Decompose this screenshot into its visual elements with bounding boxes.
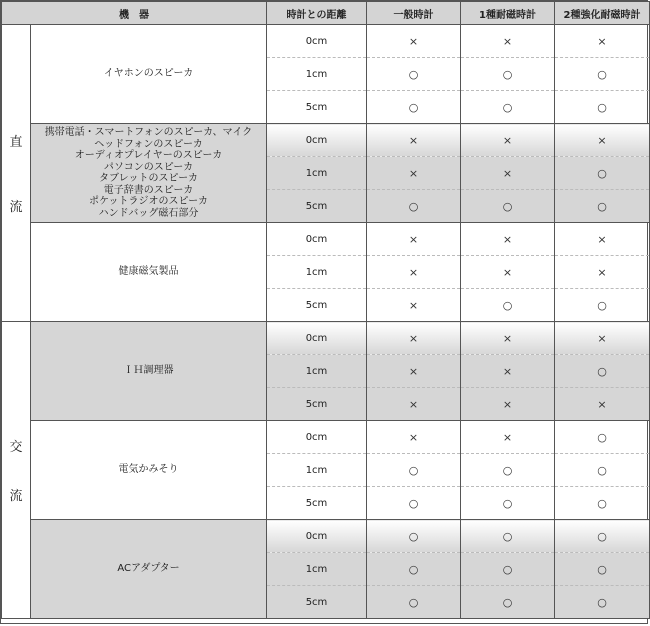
general-watch-result: ○ [367,520,461,553]
general-watch-result: ○ [367,454,461,487]
type1-result: × [461,322,555,355]
general-watch-result: × [367,355,461,388]
device-name [31,322,267,421]
distance-cell: 5cm [267,190,367,223]
type1-result: ○ [461,586,555,619]
type1-result: ○ [461,520,555,553]
general-watch-result: × [367,289,461,322]
type1-result: × [461,421,555,454]
type2-result: × [555,223,650,256]
table-row [2,25,650,58]
distance-cell: 5cm [267,289,367,322]
table-row [2,421,650,454]
type1-result: × [461,388,555,421]
type1-result: × [461,256,555,289]
general-watch-result: ○ [367,586,461,619]
current-type-label [2,25,31,322]
type1-result: ○ [461,91,555,124]
distance-cell: 5cm [267,388,367,421]
type1-result: × [461,124,555,157]
header-row [2,2,650,25]
type1-result: ○ [461,190,555,223]
type1-result: ○ [461,487,555,520]
type2-result: × [555,124,650,157]
general-watch-result: × [367,388,461,421]
type1-result: × [461,355,555,388]
type2-result: ○ [555,289,650,322]
type1-result: × [461,223,555,256]
current-type-char: 流 [9,489,23,504]
general-watch-result: ○ [367,58,461,91]
distance-cell: 5cm [267,91,367,124]
table-row [2,223,650,256]
current-type-char: 直 [9,135,23,150]
table-row [2,520,650,553]
distance-cell: 1cm [267,157,367,190]
type1-result: ○ [461,58,555,91]
general-watch-result: × [367,256,461,289]
general-watch-result: × [367,124,461,157]
general-watch-result: ○ [367,487,461,520]
device-name [31,520,267,619]
type2-result: ○ [555,190,650,223]
table-row [2,322,650,355]
type2-result: ○ [555,553,650,586]
device-name-line: パソコンのスピーカ [103,161,194,173]
type2-result: × [555,256,650,289]
distance-cell: 1cm [267,58,367,91]
header-device: 機 器 [2,2,267,25]
table-row [2,124,650,157]
header-type2-enhanced-antimagnetic: 2種強化耐磁時計 [555,2,650,25]
device-name [31,25,267,124]
header-distance: 時計との距離 [267,2,367,25]
general-watch-result: ○ [367,190,461,223]
general-watch-result: × [367,322,461,355]
distance-cell: 5cm [267,487,367,520]
current-type-label [2,322,31,619]
type2-result: ○ [555,520,650,553]
type2-result: × [555,25,650,58]
device-name [31,124,267,223]
type1-result: × [461,157,555,190]
general-watch-result: ○ [367,553,461,586]
type2-result: ○ [555,157,650,190]
device-name-line: ACアダプター [117,563,180,575]
device-name [31,223,267,322]
device-name-line: 携帯電話・スマートフォンのスピーカ、マイク [44,127,253,138]
type1-result: ○ [461,553,555,586]
type2-result: ○ [555,487,650,520]
current-type-char: 流 [9,200,23,215]
type1-result: × [461,25,555,58]
general-watch-result: × [367,223,461,256]
device-name-line: ハンドバッグ磁石部分 [98,207,199,219]
distance-cell: 1cm [267,256,367,289]
type2-result: ○ [555,58,650,91]
header-general-watch: 一般時計 [367,2,461,25]
distance-cell: 0cm [267,25,367,58]
device-name-line: ＩＨ調理器 [123,365,174,377]
header-type1-antimagnetic: 1種耐磁時計 [461,2,555,25]
general-watch-result: × [367,25,461,58]
distance-cell: 5cm [267,586,367,619]
device-name-line: ヘッドフォンのスピーカ [94,138,203,150]
distance-cell: 0cm [267,124,367,157]
distance-cell: 1cm [267,355,367,388]
type2-result: × [555,322,650,355]
general-watch-result: ○ [367,91,461,124]
distance-cell: 1cm [267,454,367,487]
type1-result: ○ [461,289,555,322]
general-watch-result: × [367,421,461,454]
table-body [2,25,650,619]
current-type-char: 交 [9,440,23,455]
device-name-line: オーディオプレイヤーのスピーカ [74,150,223,161]
distance-cell: 0cm [267,223,367,256]
distance-cell: 1cm [267,553,367,586]
device-name-line: イヤホンのスピーカ [103,68,194,80]
distance-cell: 0cm [267,322,367,355]
device-name-line: 電子辞書のスピーカ [103,184,194,196]
type2-result: ○ [555,91,650,124]
type1-result: ○ [461,454,555,487]
device-name [31,421,267,520]
device-name-line: 電気かみそり [118,464,179,476]
device-name-line: 健康磁気製品 [118,266,179,278]
type2-result: ○ [555,586,650,619]
type2-result: × [555,388,650,421]
distance-cell: 0cm [267,421,367,454]
device-name-line: ポケットラジオのスピーカ [89,196,208,207]
general-watch-result: × [367,157,461,190]
device-name-line: タブレットのスピーカ [99,173,198,184]
type2-result: ○ [555,355,650,388]
type2-result: ○ [555,454,650,487]
type2-result: ○ [555,421,650,454]
magnetism-compatibility-table [1,1,650,619]
distance-cell: 0cm [267,520,367,553]
